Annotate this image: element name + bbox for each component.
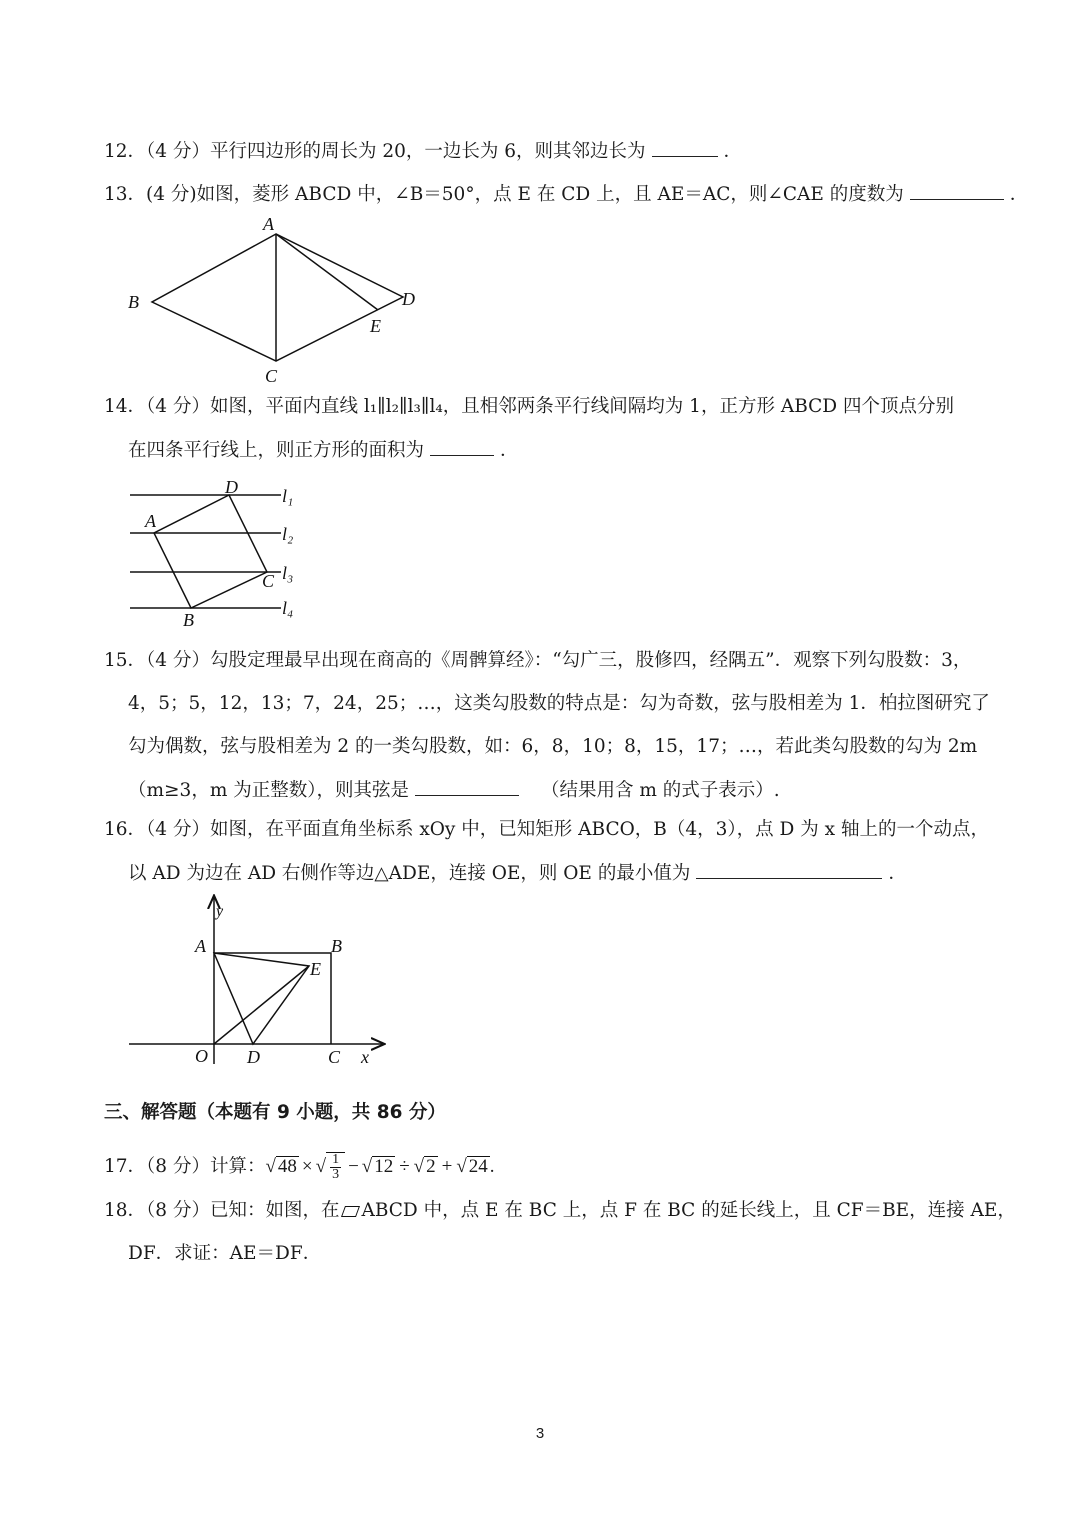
label-b: B: [128, 292, 139, 312]
q17-expression: √ 48 × √ $\frac{1}{3}$ − √ 12 ÷ √ 2 + √ 24 .: [265, 1152, 495, 1183]
q14-line1: 如图，平面内直线 l₁∥l₂∥l₃∥l₄，且相邻两条平行线间隔均为 1，正方形 ABCD 四个顶点分别: [209, 396, 955, 417]
label-x: x: [361, 1047, 369, 1067]
question-13: [104, 181, 1028, 208]
times-sign: ×: [301, 1156, 313, 1177]
q13-rhombus-figure: [120, 210, 430, 390]
label-d: D: [402, 289, 415, 309]
plus-sign: +: [441, 1156, 453, 1177]
q15-answer-blank[interactable]: [415, 777, 519, 796]
q13-answer-blank[interactable]: [910, 181, 1004, 200]
question-12: [104, 138, 742, 165]
radicand-48: 48: [277, 1156, 297, 1177]
q16-end: ．: [888, 863, 907, 884]
frac-numerator: 1: [332, 1152, 340, 1168]
page-number: 3: [535, 1425, 545, 1442]
q13-end: ．: [1009, 184, 1029, 205]
label-l3: l₃: [282, 563, 294, 583]
q15-line1: 勾股定理最早出现在商高的《周髀算经》：“勾广三，股修四，经隅五”．观察下列勾股数：3，: [209, 650, 972, 671]
q17-label: 17．（8 分）: [104, 1156, 210, 1177]
rhombus-abcd: [152, 234, 403, 361]
q16-coordinate-figure: [125, 892, 390, 1072]
radicand-24: 24: [468, 1156, 488, 1177]
minus-sign: −: [348, 1156, 359, 1177]
label-l4: l₄: [282, 598, 294, 618]
section-3-heading: 三、解答题（本题有 9 小题，共 86 分）: [104, 1102, 446, 1123]
q17-end: .: [489, 1156, 495, 1177]
q12-end: ．: [723, 141, 743, 162]
q13-label: 13．(4 分): [104, 184, 197, 205]
label-a: A: [195, 936, 206, 956]
label-a: A: [263, 214, 274, 234]
parallelogram-symbol: [341, 1206, 360, 1217]
square-abcd: [154, 495, 267, 608]
q16-label: 16．（4 分）: [104, 819, 210, 840]
q14-parallel-lines-figure: [125, 478, 315, 630]
q14-end: ．: [500, 440, 519, 461]
q15-label: 15．（4 分）: [104, 650, 210, 671]
q14-label: 14．（4 分）: [104, 396, 210, 417]
label-c: C: [328, 1047, 341, 1067]
label-d: D: [247, 1047, 260, 1067]
question-14: [104, 394, 954, 464]
q18-line2: DF．求证：AE＝DF．: [128, 1243, 322, 1264]
question-18: [104, 1198, 1016, 1267]
q12-label: 12．（4 分）: [104, 141, 210, 162]
label-o: O: [195, 1046, 208, 1066]
fraction-one-third: [330, 1153, 341, 1182]
label-e: E: [370, 316, 381, 336]
radicand-2: 2: [426, 1156, 436, 1177]
q15-line3: 勾为偶数，弦与股相差为 2 的一类勾股数，如：6，8，10；8，15，17；…，若此类勾股数的勾为 2m: [128, 736, 978, 757]
q14-answer-blank[interactable]: [430, 437, 494, 456]
label-l1: l₁: [282, 486, 294, 506]
label-d: D: [225, 478, 238, 497]
label-y: y: [216, 903, 224, 920]
label-c: C: [265, 366, 278, 386]
label-c: C: [262, 571, 275, 591]
q12-answer-blank[interactable]: [652, 138, 718, 157]
q18-line1-end: ABCD 中，点 E 在 BC 上，点 F 在 BC 的延长线上，且 CF＝BE，连接 AE，: [361, 1200, 1016, 1221]
q13-text: 如图，菱形 ABCD 中，∠B＝50°，点 E 在 CD 上，且 AE＝AC，则∠CAE 的度数为: [196, 184, 904, 205]
q18-label: 18．（8 分）: [104, 1200, 210, 1221]
question-16: [104, 817, 989, 887]
q14-line2: 在四条平行线上，则正方形的面积为: [128, 440, 425, 461]
radicand-12: 12: [374, 1156, 394, 1177]
q16-line2: 以 AD 为边在 AD 右侧作等边△ADE，连接 OE，则 OE 的最小值为: [128, 863, 691, 884]
question-17: [104, 1150, 495, 1184]
segment-ae: [276, 234, 378, 310]
divide-sign: ÷: [399, 1156, 410, 1177]
label-e: E: [310, 959, 321, 979]
label-b: B: [183, 610, 194, 630]
question-15: [104, 648, 990, 804]
triangle-ade: [214, 953, 309, 1044]
q18-line1-start: 已知：如图，在: [209, 1200, 340, 1221]
label-b: B: [331, 936, 342, 956]
q15-line2: 4，5；5，12，13；7，24，25；…，这类勾股数的特点是：勾为奇数，弦与股相差为 1．柏拉图研究了: [128, 693, 990, 714]
frac-denominator: 3: [332, 1167, 340, 1183]
q15-line4-end: （结果用含 m 的式子表示）.: [541, 780, 780, 801]
label-a: A: [145, 511, 156, 531]
q16-line1: 如图，在平面直角坐标系 xOy 中，已知矩形 ABCO，B（4，3），点 D 为 x 轴上的一个动点，: [209, 819, 989, 840]
q12-text: 平行四边形的周长为 20，一边长为 6，则其邻边长为: [209, 141, 646, 162]
q16-answer-blank[interactable]: [696, 860, 882, 879]
q17-prefix: 计算：: [209, 1156, 266, 1177]
q15-line4: （m≥3，m 为正整数），则其弦是: [128, 780, 409, 801]
label-l2: l₂: [282, 524, 294, 544]
